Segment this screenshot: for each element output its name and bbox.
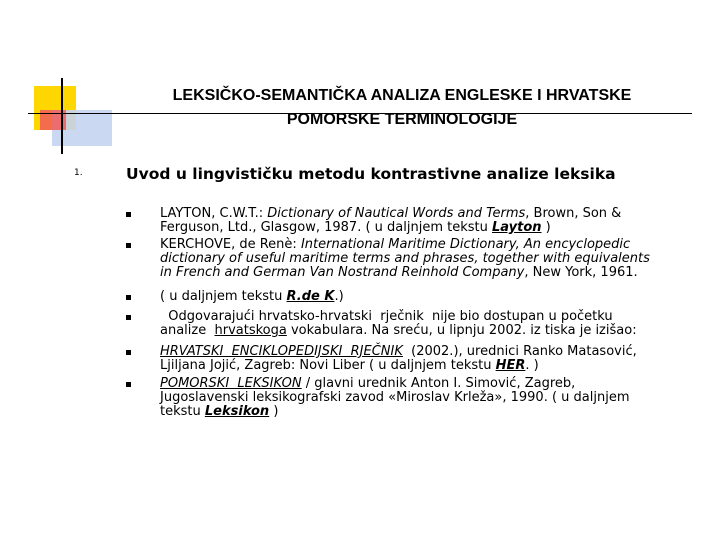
text-segment: Ljiljana Jojić, Zagreb: Novi Liber ( u daljnjem tekstu bbox=[160, 358, 496, 373]
bullet-text bbox=[160, 290, 720, 304]
abbreviation: HER bbox=[495, 358, 526, 373]
text-segment: Jugoslavenski leksikografski zavod «Miroslav Krleža», 1990. ( u daljnjem bbox=[160, 390, 630, 405]
text-segment: vokabulara. Na sreću, u lipnju 2002. iz tiska je izišao: bbox=[286, 323, 637, 338]
bullet-marker bbox=[126, 212, 131, 217]
text-segment: KERCHOVE, de Renè: bbox=[160, 237, 301, 252]
text-segment: Odgovarajući hrvatsko-hrvatski rječnik nije bio dostupan u početku bbox=[160, 309, 613, 324]
text-segment: / glavni urednik Anton I. Simović, Zagreb, bbox=[301, 376, 576, 391]
bullet-marker bbox=[126, 382, 131, 387]
bullet-text bbox=[160, 377, 720, 419]
underlined-word: hrvatskoga bbox=[214, 323, 287, 338]
text-segment: ( u daljnjem tekstu bbox=[160, 289, 287, 304]
text-segment: analize bbox=[160, 323, 215, 338]
bullet-marker bbox=[126, 243, 131, 248]
text-segment: .) bbox=[334, 289, 344, 304]
bullet-text bbox=[160, 345, 720, 373]
book-title: in French and German Van Nostrand Reinhold Company bbox=[160, 265, 525, 280]
book-title: International Maritime Dictionary, An encyclopedic bbox=[300, 237, 631, 252]
bullet-text bbox=[160, 310, 720, 338]
title-line-2: POMORSKE TERMINOLOGIJE bbox=[286, 111, 518, 128]
text-segment: . ) bbox=[525, 358, 539, 373]
book-title: dictionary of useful maritime terms and phrases, together with equivalents bbox=[160, 251, 650, 266]
book-title: POMORSKI LEKSIKON bbox=[160, 376, 302, 391]
list-number: 1. bbox=[74, 168, 83, 178]
bullet-marker bbox=[126, 350, 131, 355]
bullet-marker bbox=[126, 315, 131, 320]
book-title: HRVATSKI ENCIKLOPEDIJSKI RJEČNIK bbox=[160, 344, 403, 359]
text-segment: LAYTON, C.W.T.: bbox=[160, 206, 268, 221]
text-segment: , Brown, Son & bbox=[525, 206, 622, 221]
bullet-text bbox=[160, 238, 720, 280]
book-title: Dictionary of Nautical Words and Terms bbox=[267, 206, 526, 221]
abbreviation: Layton bbox=[492, 220, 542, 235]
text-segment: (2002.), urednici Ranko Matasović, bbox=[402, 344, 637, 359]
slide-title bbox=[92, 84, 712, 132]
title-line-1: LEKSIČKO-SEMANTIČKA ANALIZA ENGLESKE I HRVATSKE bbox=[172, 87, 632, 104]
text-segment: Ferguson, Ltd., Glasgow, 1987. ( u daljnjem tekstu bbox=[160, 220, 492, 235]
text-segment: , New York, 1961. bbox=[524, 265, 638, 280]
bullet-text bbox=[160, 207, 720, 235]
text-segment: tekstu bbox=[160, 404, 205, 419]
abbreviation: Leksikon bbox=[204, 404, 270, 419]
text-segment: ) bbox=[269, 404, 279, 419]
abbreviation: R.de K bbox=[286, 289, 335, 304]
list-heading: Uvod u lingvističku metodu kontrastivne analize leksika bbox=[126, 165, 616, 183]
text-segment: ) bbox=[541, 220, 551, 235]
decor-vertical-rule bbox=[61, 78, 63, 154]
bullet-marker bbox=[126, 295, 131, 300]
